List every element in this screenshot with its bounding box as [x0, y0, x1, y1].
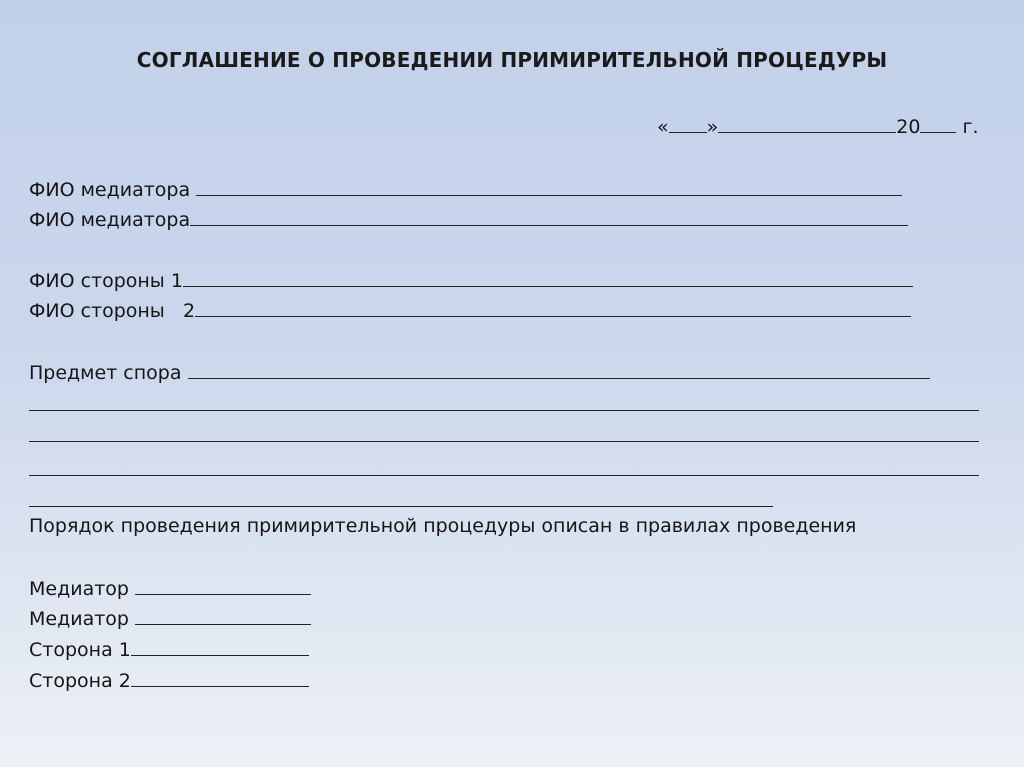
- month-blank[interactable]: [718, 114, 896, 133]
- signature-row-mediator-2: [29, 606, 311, 631]
- mediator-2-label: ФИО медиатора: [29, 209, 191, 231]
- signature-row-party-1: [29, 637, 309, 662]
- subject-label: Предмет спора: [29, 362, 182, 384]
- document-title: СОГЛАШЕНИЕ О ПРОВЕДЕНИИ ПРИМИРИТЕЛЬНОЙ ПРОЦЕДУРЫ: [136, 48, 888, 72]
- procedure-note: Порядок проведения примирительной процедуры описан в правилах проведения: [29, 515, 857, 537]
- party-2-row: [29, 298, 911, 323]
- signature-label: Медиатор: [29, 578, 129, 600]
- party-2-number: 2: [182, 300, 196, 322]
- party-2-blank[interactable]: [195, 298, 911, 317]
- subject-continuation-line-4[interactable]: [29, 506, 773, 507]
- subject-continuation-line-2[interactable]: [29, 441, 979, 442]
- signature-label: Медиатор: [29, 608, 129, 630]
- subject-continuation-line-1[interactable]: [29, 410, 979, 411]
- party-1-label: ФИО стороны 1: [29, 270, 183, 292]
- mediator-2-blank[interactable]: [190, 207, 908, 226]
- party-1-row: [29, 268, 913, 293]
- signature-blank[interactable]: [131, 668, 309, 687]
- signature-label: Сторона 1: [29, 639, 131, 661]
- year-prefix: 20: [896, 116, 921, 138]
- signature-label: Сторона 2: [29, 670, 131, 692]
- year-blank[interactable]: [920, 114, 956, 133]
- signature-blank[interactable]: [131, 637, 309, 656]
- signature-row-party-2: [29, 668, 309, 693]
- date-close-quote: »: [706, 116, 719, 138]
- party-1-blank[interactable]: [183, 268, 913, 287]
- signature-blank[interactable]: [135, 606, 311, 625]
- subject-row: [29, 360, 930, 385]
- mediator-1-row: [29, 177, 902, 202]
- date-open-quote: «: [657, 116, 669, 138]
- signature-row-mediator-1: [29, 576, 311, 601]
- signature-blank[interactable]: [135, 576, 311, 595]
- mediator-2-row: [29, 207, 908, 232]
- subject-blank[interactable]: [188, 360, 930, 379]
- year-suffix: г.: [962, 116, 979, 138]
- subject-continuation-line-3[interactable]: [29, 475, 979, 476]
- date-line: [657, 114, 979, 139]
- mediator-1-blank[interactable]: [196, 177, 902, 196]
- party-2-label: ФИО стороны: [29, 300, 165, 322]
- day-blank[interactable]: [669, 114, 707, 133]
- mediator-1-label: ФИО медиатора: [29, 179, 191, 201]
